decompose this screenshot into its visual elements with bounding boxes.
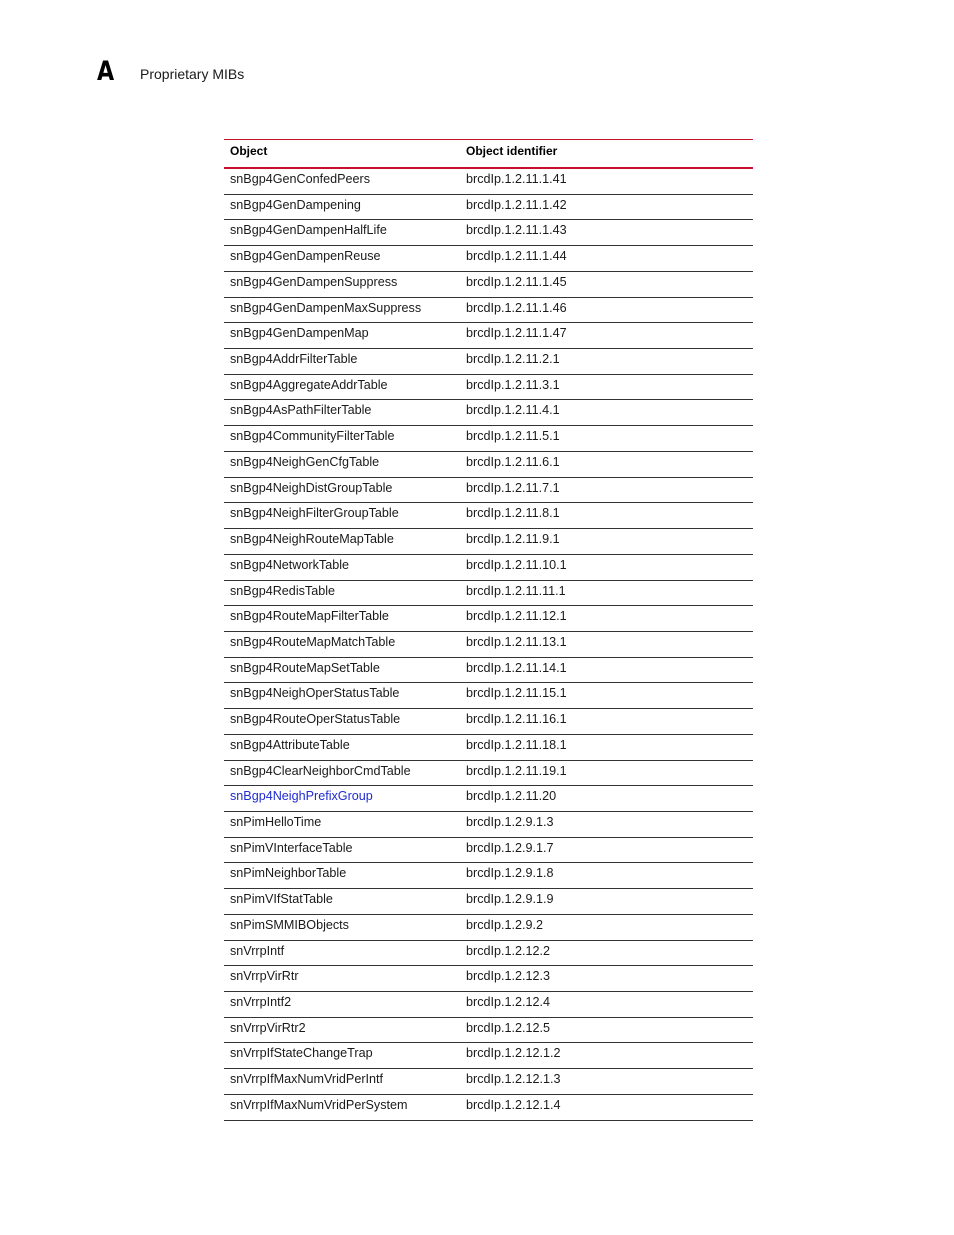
table-row — [224, 941, 753, 967]
object-name-link[interactable]: snBgp4NeighPrefixGroup — [230, 789, 373, 804]
object-identifier-cell: brcdIp.1.2.11.1.44 — [466, 249, 567, 264]
object-identifier-cell: brcdIp.1.2.11.5.1 — [466, 429, 560, 444]
object-name-cell: snBgp4NeighFilterGroupTable — [230, 506, 399, 521]
table-row — [224, 1095, 753, 1121]
object-name-cell: snBgp4GenDampening — [230, 197, 361, 212]
chapter-letter: A — [97, 56, 115, 87]
table-row — [224, 761, 753, 787]
object-identifier-cell: brcdIp.1.2.12.3 — [466, 969, 551, 984]
object-name-cell: snBgp4CommunityFilterTable — [230, 429, 395, 444]
table-row — [224, 452, 753, 478]
object-identifier-cell: brcdIp.1.2.11.16.1 — [466, 712, 567, 727]
object-identifier-cell: brcdIp.1.2.12.4 — [466, 995, 551, 1009]
table-row — [224, 838, 753, 864]
object-identifier-cell: brcdIp.1.2.11.1.47 — [466, 326, 567, 341]
table-row — [224, 786, 753, 812]
object-name-cell: snBgp4AttributeTable — [230, 737, 350, 752]
table-row — [224, 581, 753, 607]
object-name-cell: snPimVInterfaceTable — [230, 840, 353, 855]
object-identifier-cell: brcdIp.1.2.11.2.1 — [466, 352, 560, 367]
object-identifier-cell: brcdIp.1.2.12.1.3 — [466, 1072, 561, 1087]
object-identifier-cell: brcdIp.1.2.12.2 — [466, 943, 551, 958]
object-identifier-cell: brcdIp.1.2.12.5 — [466, 1020, 551, 1035]
object-name-cell: snBgp4GenDampenMaxSuppress — [230, 300, 422, 315]
object-identifier-cell: brcdIp.1.2.11.3.1 — [466, 377, 560, 392]
mib-object-table — [224, 139, 753, 1121]
object-name-cell: snBgp4GenDampenSuppress — [230, 274, 398, 289]
object-identifier-cell: brcdIp.1.2.12.1.2 — [466, 1046, 561, 1061]
section-title: Proprietary MIBs — [140, 66, 245, 82]
object-name-cell: snBgp4ClearNeighborCmdTable — [230, 763, 411, 778]
object-identifier-cell: brcdIp.1.2.11.10.1 — [466, 557, 567, 572]
object-name-cell: snVrrpIfStateChangeTrap — [230, 1046, 373, 1061]
object-identifier-cell: brcdIp.1.2.12.1.4 — [466, 1097, 561, 1112]
table-body — [224, 169, 753, 1121]
table-row — [224, 709, 753, 735]
object-name-cell: snBgp4GenConfedPeers — [230, 172, 371, 186]
object-name-cell: snPimNeighborTable — [230, 866, 347, 881]
table-row — [224, 400, 753, 426]
object-identifier-cell: brcdIp.1.2.11.18.1 — [466, 737, 567, 752]
table-row — [224, 889, 753, 915]
table-row — [224, 195, 753, 221]
table-row — [224, 863, 753, 889]
object-identifier-cell: brcdIp.1.2.9.1.3 — [466, 814, 554, 829]
table-row — [224, 992, 753, 1018]
table-row — [224, 1069, 753, 1095]
object-name-cell: snVrrpVirRtr2 — [230, 1020, 306, 1035]
object-name-cell: snVrrpIntf — [230, 943, 285, 958]
table-row — [224, 272, 753, 298]
object-name-cell: snVrrpIfMaxNumVridPerSystem — [230, 1097, 408, 1112]
object-identifier-cell: brcdIp.1.2.11.6.1 — [466, 454, 560, 469]
table-row — [224, 1043, 753, 1069]
column-header-object-identifier: Object identifier — [466, 144, 558, 158]
object-name-cell: snVrrpIntf2 — [230, 995, 292, 1009]
table-row — [224, 915, 753, 941]
table-row — [224, 966, 753, 992]
object-name-cell: snBgp4RouteMapFilterTable — [230, 609, 389, 624]
object-name-cell: snBgp4GenDampenHalfLife — [230, 223, 387, 238]
table-row — [224, 503, 753, 529]
table-row — [224, 246, 753, 272]
table-header-row — [224, 140, 753, 169]
object-identifier-cell: brcdIp.1.2.9.2 — [466, 917, 544, 932]
object-name-cell: snBgp4NeighGenCfgTable — [230, 454, 380, 469]
table-row — [224, 220, 753, 246]
object-name-cell: snVrrpVirRtr — [230, 969, 299, 984]
object-name-cell: snBgp4NeighOperStatusTable — [230, 686, 400, 701]
object-identifier-cell: brcdIp.1.2.11.14.1 — [466, 660, 567, 675]
object-identifier-cell: brcdIp.1.2.11.9.1 — [466, 532, 560, 547]
object-identifier-cell: brcdIp.1.2.11.1.43 — [466, 223, 567, 238]
table-row — [224, 555, 753, 581]
object-identifier-cell: brcdIp.1.2.11.4.1 — [466, 403, 560, 418]
table-row — [224, 375, 753, 401]
table-row — [224, 323, 753, 349]
table-row — [224, 812, 753, 838]
object-identifier-cell: brcdIp.1.2.11.12.1 — [466, 609, 567, 624]
object-name-cell: snBgp4AddrFilterTable — [230, 352, 358, 367]
object-identifier-cell: brcdIp.1.2.11.1.41 — [466, 172, 567, 186]
object-identifier-cell: brcdIp.1.2.11.15.1 — [466, 686, 567, 701]
table-row — [224, 169, 753, 195]
object-identifier-cell: brcdIp.1.2.9.1.9 — [466, 892, 554, 907]
object-name-cell: snBgp4RedisTable — [230, 583, 336, 598]
object-identifier-cell: brcdIp.1.2.11.8.1 — [466, 506, 560, 521]
column-header-object: Object — [230, 144, 268, 158]
table-row — [224, 606, 753, 632]
table-row — [224, 683, 753, 709]
table-row — [224, 349, 753, 375]
object-name-cell: snBgp4NeighRouteMapTable — [230, 532, 394, 547]
object-name-cell: snPimSMMIBObjects — [230, 917, 349, 932]
object-name-cell: snBgp4RouteOperStatusTable — [230, 712, 401, 727]
object-identifier-cell: brcdIp.1.2.11.1.42 — [466, 197, 567, 212]
table-row — [224, 1018, 753, 1044]
object-name-cell: snBgp4AsPathFilterTable — [230, 403, 372, 418]
object-name-cell: snBgp4NeighDistGroupTable — [230, 480, 393, 495]
object-name-cell: snBgp4GenDampenReuse — [230, 249, 381, 264]
object-identifier-cell: brcdIp.1.2.11.20 — [466, 789, 557, 804]
object-identifier-cell: brcdIp.1.2.11.11.1 — [466, 583, 566, 598]
object-identifier-cell: brcdIp.1.2.9.1.8 — [466, 866, 554, 881]
object-identifier-cell: brcdIp.1.2.11.1.46 — [466, 300, 567, 315]
object-name-cell: snBgp4NetworkTable — [230, 557, 350, 572]
object-name-cell: snVrrpIfMaxNumVridPerIntf — [230, 1072, 384, 1087]
object-identifier-cell: brcdIp.1.2.11.1.45 — [466, 274, 567, 289]
object-name-cell: snBgp4RouteMapMatchTable — [230, 634, 396, 649]
table-row — [224, 298, 753, 324]
object-name-cell: snPimVIfStatTable — [230, 892, 333, 907]
object-name-cell: snBgp4AggregateAddrTable — [230, 377, 388, 392]
object-identifier-cell: brcdIp.1.2.11.19.1 — [466, 763, 567, 778]
object-identifier-cell: brcdIp.1.2.11.13.1 — [466, 634, 567, 649]
table-row — [224, 529, 753, 555]
object-identifier-cell: brcdIp.1.2.11.7.1 — [466, 480, 560, 495]
table-row — [224, 632, 753, 658]
table-row — [224, 735, 753, 761]
object-name-cell: snBgp4GenDampenMap — [230, 326, 369, 341]
object-name-cell: snPimHelloTime — [230, 814, 322, 829]
object-name-cell: snBgp4RouteMapSetTable — [230, 660, 380, 675]
table-row — [224, 478, 753, 504]
table-row — [224, 426, 753, 452]
table-row — [224, 658, 753, 684]
object-identifier-cell: brcdIp.1.2.9.1.7 — [466, 840, 554, 855]
